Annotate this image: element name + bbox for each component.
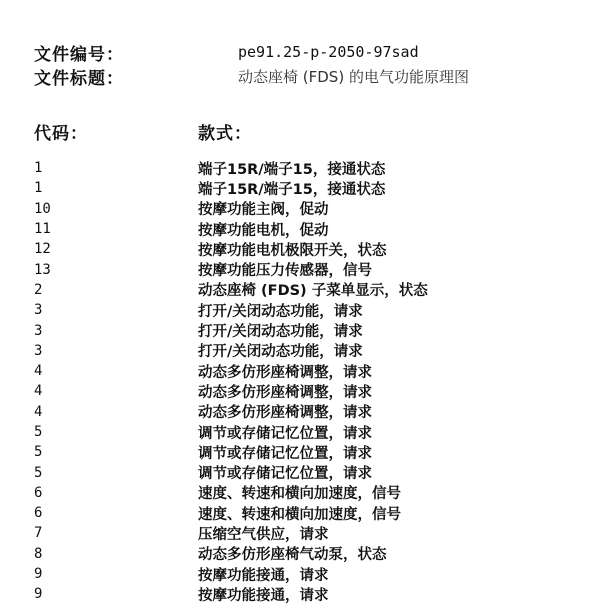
row-description: 速度、转速和横向加速度，信号 [198, 486, 401, 503]
row-code: 3 [34, 322, 43, 339]
list-item [34, 199, 594, 219]
row-description: 动态座椅 (FDS) 子菜单显示，状态 [198, 283, 428, 300]
doc-number-label: 文件编号： [34, 44, 124, 65]
row-code: 3 [34, 342, 43, 359]
row-code: 12 [34, 241, 51, 258]
row-code: 4 [34, 383, 43, 400]
list-item [34, 280, 594, 300]
row-description: 打开/关闭动态功能，请求 [198, 344, 363, 361]
row-code: 5 [34, 444, 43, 461]
row-code: 3 [34, 302, 43, 319]
list-item [34, 483, 594, 503]
row-description: 调节或存储记忆位置，请求 [198, 445, 372, 462]
row-description: 按摩功能压力传感器，信号 [198, 263, 372, 280]
row-description: 动态多仿形座椅调整，请求 [198, 384, 372, 401]
row-description: 按摩功能电机，促动 [198, 222, 329, 239]
list-item [34, 239, 594, 259]
list-item [34, 442, 594, 462]
row-description: 调节或存储记忆位置，请求 [198, 425, 372, 442]
row-description: 动态多仿形座椅调整，请求 [198, 364, 372, 381]
list-item [34, 544, 594, 564]
row-description: 端子15R/端子15，接通状态 [198, 161, 386, 178]
list-item [34, 462, 594, 482]
row-description: 按摩功能接通，请求 [198, 567, 329, 584]
list-item [34, 300, 594, 320]
row-description: 按摩功能接通，请求 [198, 587, 329, 604]
code-list [34, 158, 594, 605]
row-code: 4 [34, 363, 43, 380]
code-column-header: 代码： [34, 123, 88, 144]
row-description: 调节或存储记忆位置，请求 [198, 466, 372, 483]
row-code: 13 [34, 261, 51, 278]
doc-title-value: 动态座椅 (FDS) 的电气功能原理图 [238, 67, 469, 86]
list-item [34, 564, 594, 584]
style-column-header: 款式： [198, 123, 252, 144]
list-item [34, 219, 594, 239]
list-item [34, 361, 594, 381]
doc-title-label: 文件标题： [34, 68, 124, 89]
row-code: 10 [34, 200, 51, 217]
row-description: 按摩功能电机极限开关，状态 [198, 242, 387, 259]
list-item [34, 402, 594, 422]
row-description: 打开/关闭动态功能，请求 [198, 303, 363, 320]
row-description: 按摩功能主阀，促动 [198, 202, 329, 219]
row-code: 9 [34, 586, 43, 603]
list-item [34, 381, 594, 401]
list-item [34, 584, 594, 604]
column-headers [34, 120, 252, 142]
list-item [34, 178, 594, 198]
row-code: 5 [34, 424, 43, 440]
row-description: 端子15R/端子15，接通状态 [198, 181, 386, 198]
list-item [34, 158, 594, 178]
row-code: 6 [34, 505, 43, 522]
doc-number-row [34, 41, 419, 63]
list-item [34, 320, 594, 340]
row-code: 1 [34, 180, 43, 197]
list-item [34, 422, 594, 442]
row-description: 压缩空气供应，请求 [198, 527, 329, 543]
row-code: 4 [34, 403, 43, 420]
row-code: 7 [34, 525, 43, 542]
doc-number-value: pe91.25-p-2050-97sad [238, 43, 419, 61]
list-item [34, 259, 594, 279]
row-description: 打开/关闭动态功能，请求 [198, 324, 363, 341]
list-item [34, 503, 594, 523]
row-code: 8 [34, 545, 43, 562]
row-description: 动态多仿形座椅调整，请求 [198, 405, 372, 422]
list-item [34, 523, 594, 543]
row-description: 动态多仿形座椅气动泵，状态 [198, 547, 387, 564]
row-code: 1 [34, 160, 43, 177]
row-code: 2 [34, 281, 43, 298]
row-description: 速度、转速和横向加速度，信号 [198, 506, 401, 523]
doc-title-row [34, 65, 469, 87]
list-item [34, 341, 594, 361]
row-code: 11 [34, 221, 51, 238]
row-code: 5 [34, 464, 43, 481]
row-code: 6 [34, 484, 43, 501]
row-code: 9 [34, 566, 43, 583]
